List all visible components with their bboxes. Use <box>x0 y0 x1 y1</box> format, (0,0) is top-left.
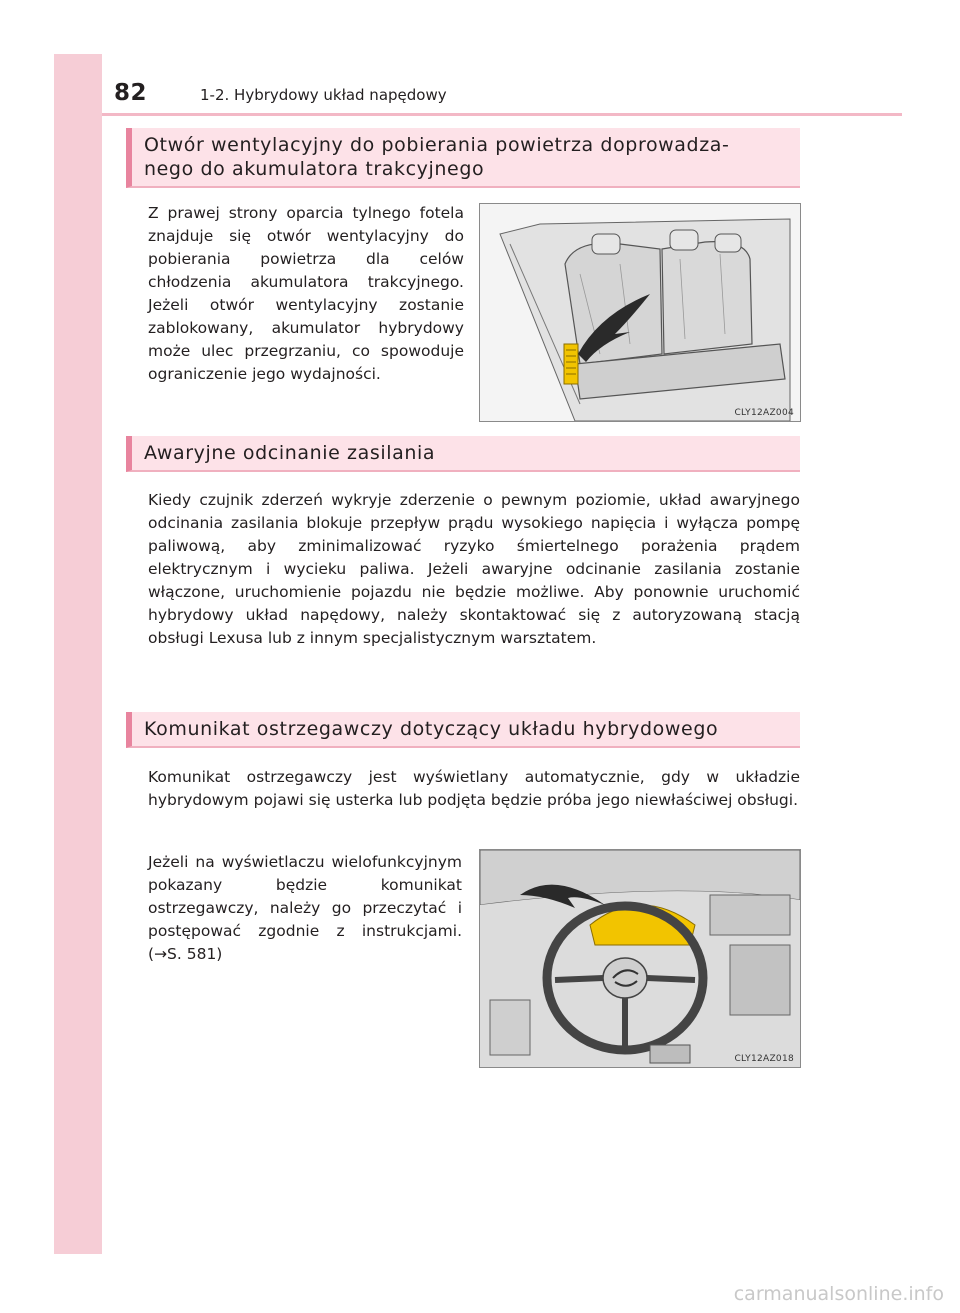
ventilation-paragraph: Z prawej strony oparcia tylnego fotela znajduje się otwór wentylacyjny do pobierania powietrza dla celów chłodzenia akumulatora trakcyjnego. Jeżeli otwór wentylacyjny zostanie zablokowany, akumulator hybrydowy może ulec przegrzaniu, co spowoduje ograniczenie jego wydajności. <box>148 204 464 383</box>
running-header: 1-2. Hybrydowy układ napędowy <box>200 86 447 104</box>
figure-code: CLY12AZ018 <box>734 1054 794 1064</box>
emergency-shutoff-paragraph: Kiedy czujnik zderzeń wykryje zderzenie o pewnym poziomie, układ awaryjnego odcinania zasilania blokuje przepływ prądu wysokiego napięcia i wyłącza pompę paliwową, aby zminimalizować ryzyko śmiertelnego porażenia prądem elektrycznym i wycieku paliwa. Jeżeli awaryjne odcinanie zasilania zostanie włączone, uruchomienie pojazdu nie będzie możliwe. Aby ponownie uruchomić hybrydowy układ napędowy, należy skontaktować się z autoryzowaną stacją obsługi Lexusa lub z innym specjalistycznym warsztatem. <box>148 491 800 647</box>
warning-message-paragraph: Komunikat ostrzegawczy jest wyświetlany automatycznie, gdy w układzie hybrydowym pojawi się usterka lub podjęta będzie próba jego niewłaściwej obsługi. <box>148 768 800 809</box>
watermark: carmanualsonline.info <box>733 1283 944 1305</box>
header-rule <box>102 113 902 116</box>
rear-seat-drawing <box>480 204 800 421</box>
rear-seat-illustration <box>479 203 801 422</box>
section-heading-line1: Otwór wentylacyjny do pobierania powietrza doprowadza- <box>144 134 730 156</box>
section-heading-ventilation <box>126 128 800 188</box>
page-number: 82 <box>114 80 148 106</box>
dashboard-illustration <box>479 849 801 1068</box>
chapter-tab-bar <box>54 54 102 1254</box>
section-heading-text: Komunikat ostrzegawczy dotyczący układu hybrydowego <box>144 718 719 740</box>
section-heading-line2: nego do akumulatora trakcyjnego <box>144 158 485 180</box>
section-heading-text: Awaryjne odcinanie zasilania <box>144 442 436 464</box>
section-heading-emergency-shutoff <box>126 436 800 472</box>
figure-code: CLY12AZ004 <box>734 408 794 418</box>
section-heading-warning-message <box>126 712 800 748</box>
dashboard-drawing <box>480 850 800 1067</box>
warning-instruction-paragraph: Jeżeli na wyświetlaczu wielofunkcyjnym pokazany będzie komunikat ostrzegawczy, należy go przeczytać i postępować zgodnie z instrukcjami. (→S. 581) <box>148 853 462 963</box>
